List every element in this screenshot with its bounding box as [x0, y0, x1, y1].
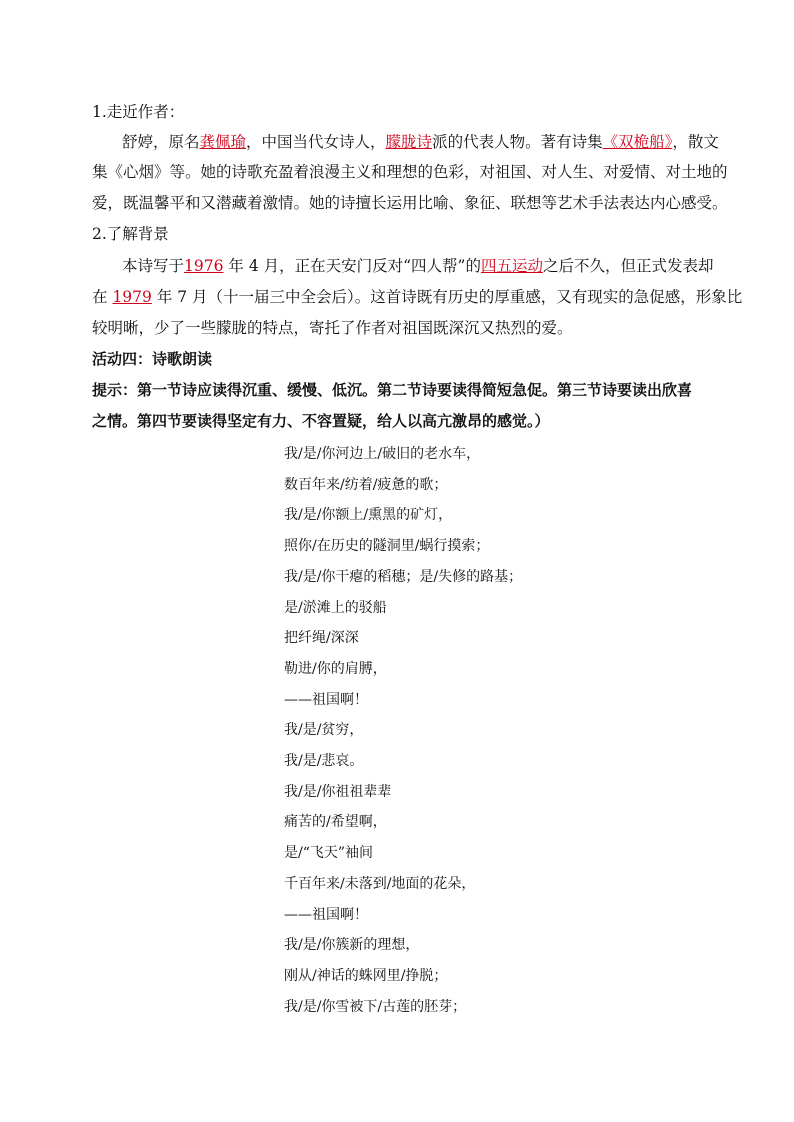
background-paragraph-line-2: [92, 287, 743, 307]
poem-line: ——祖国啊！: [284, 906, 368, 923]
activity-hint-line-2: 之情。第四节要读得坚定有力、不容置疑，给人以高亢激昂的感觉。）: [92, 412, 550, 430]
poem-line: 是/淤滩上的驳船: [284, 599, 387, 616]
year-1979-link[interactable]: 1979: [112, 288, 152, 306]
poem-line: 痛苦的/希望啊，: [284, 814, 387, 831]
section-heading-background: 2.了解背景: [92, 225, 169, 243]
poetry-collection-link[interactable]: 《双桅船》: [602, 133, 673, 151]
poem-line: 我/是/你干瘪的稻穗；是/失修的路基；: [284, 568, 523, 585]
text-span: 本诗写于: [122, 257, 185, 275]
activity-hint-line-1: 提示：第一节诗应读得沉重、缓慢、低沉。第二节诗要读得简短急促。第三节诗要读出欣喜: [92, 381, 693, 399]
author-paragraph-line-1: [122, 132, 762, 152]
text-span: 年 7 月（十一届三中全会后）。这首诗既有历史的厚重感，又有现实的急促感，形象比: [151, 288, 743, 306]
text-span: ，中国当代女诗人，: [246, 133, 386, 151]
poem-line: 我/是/你额上/熏黑的矿灯，: [284, 507, 453, 524]
poem-line: 我/是/你簇新的理想，: [284, 937, 420, 954]
poem-line: 我/是/你河边上/破旧的老水车，: [284, 446, 481, 462]
poem-line: 我/是/你雪被下/古莲的胚芽；: [284, 998, 467, 1015]
text-span: 之后不久，但正式发表却: [542, 257, 714, 275]
poem-line: 勒进/你的肩膊，: [284, 660, 387, 677]
poem-line: 千百年来/未落到/地面的花朵，: [284, 875, 476, 892]
activity-title: 活动四：诗歌朗读: [92, 350, 213, 368]
text-span: 派的代表人物。著有诗集: [432, 133, 603, 151]
poem-line: 把纤绳/深深: [284, 630, 359, 647]
text-span: ，散文: [672, 133, 719, 151]
misty-poetry-link[interactable]: 朦胧诗: [385, 133, 433, 151]
section-heading-author: 1.走近作者：: [92, 103, 185, 121]
background-paragraph-line-1: [122, 256, 762, 276]
poem-line: 刚从/神话的蛛网里/挣脱；: [284, 967, 448, 984]
text-span: 在: [92, 288, 113, 306]
text-span: 舒婷，原名: [122, 133, 200, 151]
background-paragraph-line-3: 较明晰，少了一些朦胧的特点，寄托了作者对祖国既深沉又热烈的爱。: [92, 319, 573, 337]
text-span: 年 4 月，正在天安门反对“四人帮”的: [223, 257, 481, 275]
poem-line: 是/“飞天”袖间: [284, 845, 374, 862]
author-paragraph-line-2: 集《心烟》等。她的诗歌充盈着浪漫主义和理想的色彩，对祖国、对人生、对爱情、对土地的: [92, 163, 728, 181]
author-paragraph-line-3: 爱，既温馨平和又潜藏着激情。她的诗擅长运用比喻、象征、联想等艺术手法表达内心感受。: [92, 194, 728, 212]
poem-line: 数百年来/纺着/疲惫的歌；: [284, 476, 448, 493]
poem-line: 我/是/悲哀。: [284, 753, 364, 769]
author-realname-link[interactable]: 龚佩瑜: [199, 133, 247, 151]
poem-line: 照你/在历史的隧洞里/蜗行摸索；: [284, 538, 490, 555]
poem-line: 我/是/你祖祖辈辈: [284, 783, 392, 800]
april-fifth-movement-link[interactable]: 四五运动: [480, 257, 543, 275]
year-1976-link[interactable]: 1976: [184, 257, 224, 275]
poem-line: ——祖国啊！: [284, 691, 368, 708]
poem-line: 我/是/贫穷，: [284, 722, 364, 739]
